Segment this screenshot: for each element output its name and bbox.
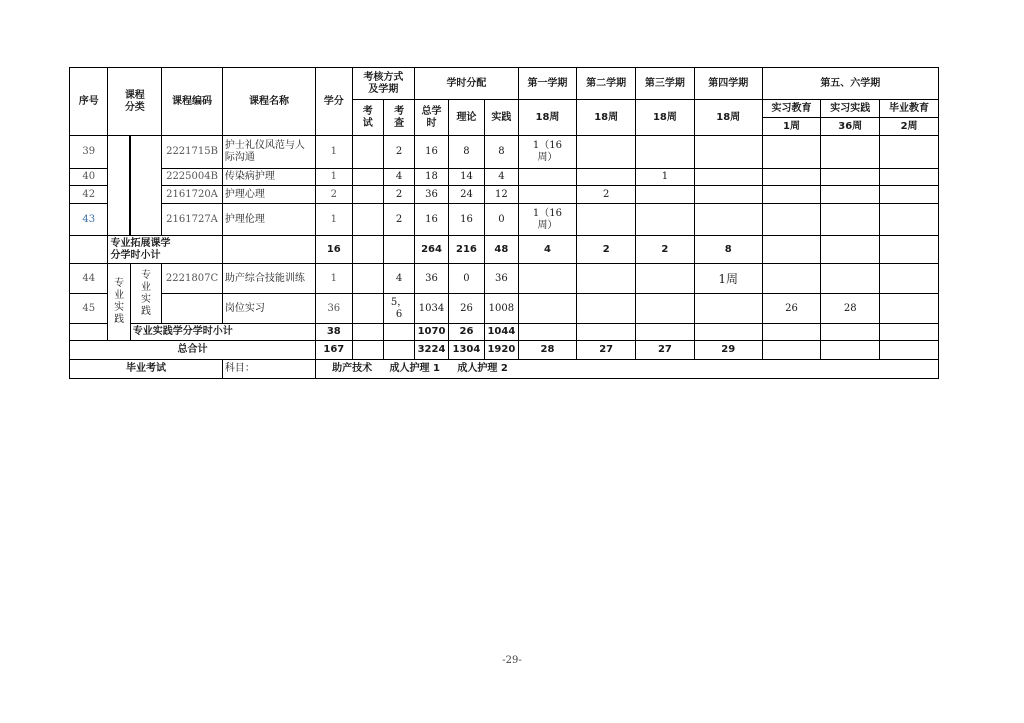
row-seq: 39 xyxy=(70,136,108,169)
empty-cell xyxy=(762,236,821,264)
row-intern-practice: 28 xyxy=(821,294,880,324)
graduation-row xyxy=(70,360,939,379)
row-credit: 1 xyxy=(316,264,352,294)
empty-cell xyxy=(880,236,939,264)
row-intern-practice xyxy=(821,136,880,169)
empty-cell xyxy=(518,324,577,341)
header-theory: 理论 xyxy=(448,100,484,136)
empty-cell xyxy=(577,324,636,341)
grand-total-sem1: 28 xyxy=(518,341,577,360)
grand-total-row xyxy=(70,341,939,360)
empty-cell xyxy=(821,236,880,264)
row-credit: 2 xyxy=(316,186,352,204)
header-sem2: 第二学期 xyxy=(577,68,636,100)
row-name: 护士礼仪风范与人际沟通 xyxy=(222,136,315,169)
row-sem2 xyxy=(577,136,636,169)
row-check: 4 xyxy=(383,264,414,294)
row-grad-edu xyxy=(880,186,939,204)
grand-total-credit: 167 xyxy=(316,341,352,360)
practice-subtotal-row xyxy=(70,324,939,341)
row-credit: 1 xyxy=(316,169,352,186)
row-seq: 40 xyxy=(70,169,108,186)
row-sem3: 1 xyxy=(636,169,695,186)
row-intern-edu: 26 xyxy=(762,294,821,324)
category-cell-inner xyxy=(130,136,161,236)
row-practice: 0 xyxy=(485,204,518,236)
row-name: 护理伦理 xyxy=(222,204,315,236)
ext-subtotal-sem1: 4 xyxy=(518,236,577,264)
row-sem2: 2 xyxy=(577,186,636,204)
row-sem1 xyxy=(518,169,577,186)
empty-cell xyxy=(352,236,383,264)
header-sem3: 第三学期 xyxy=(636,68,695,100)
subtotal-seq-empty xyxy=(70,236,108,264)
empty-cell xyxy=(383,341,414,360)
row-exam xyxy=(352,169,383,186)
ext-subtotal-credit: 16 xyxy=(316,236,352,264)
empty-cell xyxy=(880,341,939,360)
row-theory: 8 xyxy=(448,136,484,169)
row-sem4: 1周 xyxy=(694,264,762,294)
curriculum-table xyxy=(69,67,939,379)
row-sem1: 1（16 周） xyxy=(518,136,577,169)
empty-cell xyxy=(383,324,414,341)
row-check: 4 xyxy=(383,169,414,186)
row-practice: 8 xyxy=(485,136,518,169)
practice-subtotal-label: 专业实践学分学时小计 xyxy=(130,324,315,341)
empty-cell xyxy=(352,341,383,360)
empty-cell xyxy=(821,324,880,341)
header-exam: 考 试 xyxy=(352,100,383,136)
empty-cell xyxy=(821,341,880,360)
row-intern-practice xyxy=(821,186,880,204)
row-practice: 1008 xyxy=(485,294,518,324)
empty-cell xyxy=(352,324,383,341)
row-exam xyxy=(352,264,383,294)
graduation-subject-label: 科目： xyxy=(222,360,315,379)
row-intern-edu xyxy=(762,186,821,204)
empty-cell xyxy=(821,264,880,294)
header-week1: 1周 xyxy=(762,118,821,136)
header-assess: 考核方式 及学期 xyxy=(352,68,415,100)
header-code: 课程编码 xyxy=(162,68,223,136)
table-row xyxy=(70,169,939,186)
row-practice: 12 xyxy=(485,186,518,204)
grand-total-sem4: 29 xyxy=(694,341,762,360)
empty-cell xyxy=(762,341,821,360)
header-sem4: 第四学期 xyxy=(694,68,762,100)
practice-subtotal-total: 1070 xyxy=(415,324,448,341)
empty-cell xyxy=(383,236,414,264)
row-sem2 xyxy=(577,169,636,186)
table-row xyxy=(70,294,939,324)
empty-cell xyxy=(694,324,762,341)
row-seq: 43 xyxy=(70,204,108,236)
row-intern-edu xyxy=(762,169,821,186)
grand-total-label: 总合计 xyxy=(70,341,316,360)
row-sem4 xyxy=(694,204,762,236)
graduation-subjects: 助产技术 成人护理 1 成人护理 2 xyxy=(316,360,939,379)
row-check: 2 xyxy=(383,204,414,236)
header-weeks-sem2: 18周 xyxy=(577,100,636,136)
table-row xyxy=(70,186,939,204)
row-check: 2 xyxy=(383,186,414,204)
header-hours: 学时分配 xyxy=(415,68,518,100)
row-seq: 45 xyxy=(70,294,108,324)
empty-cell xyxy=(577,294,636,324)
row-intern-edu xyxy=(762,204,821,236)
row-sem3 xyxy=(636,186,695,204)
page-number: -29- xyxy=(502,655,522,666)
row-total: 36 xyxy=(415,264,448,294)
row-total: 16 xyxy=(415,136,448,169)
graduation-label: 毕业考试 xyxy=(70,360,223,379)
grand-total-sem3: 27 xyxy=(636,341,695,360)
row-code xyxy=(162,294,223,324)
empty-cell xyxy=(762,264,821,294)
table-row xyxy=(70,204,939,236)
empty-cell xyxy=(577,264,636,294)
row-exam xyxy=(352,204,383,236)
header-intern-edu: 实习教育 xyxy=(762,100,821,118)
header-week2: 2周 xyxy=(880,118,939,136)
empty-cell xyxy=(694,294,762,324)
header-practice: 实践 xyxy=(485,100,518,136)
ext-subtotal-row xyxy=(70,236,939,264)
practice-subtotal-theory: 26 xyxy=(448,324,484,341)
empty-cell xyxy=(880,324,939,341)
empty-cell xyxy=(636,294,695,324)
ext-subtotal-practice: 48 xyxy=(485,236,518,264)
header-intern-practice: 实习实践 xyxy=(821,100,880,118)
row-sem3 xyxy=(636,136,695,169)
empty-cell xyxy=(70,324,108,341)
header-category: 课程 分类 xyxy=(108,68,162,136)
grand-total-total: 3224 xyxy=(415,341,448,360)
ext-subtotal-sem4: 8 xyxy=(694,236,762,264)
header-weeks-sem4: 18周 xyxy=(694,100,762,136)
row-sem4 xyxy=(694,169,762,186)
header-weeks-sem1: 18周 xyxy=(518,100,577,136)
grand-total-sem2: 27 xyxy=(577,341,636,360)
row-intern-practice xyxy=(821,169,880,186)
row-total: 18 xyxy=(415,169,448,186)
empty-cell xyxy=(762,324,821,341)
row-code: 2221715B xyxy=(162,136,223,169)
ext-subtotal-total: 264 xyxy=(415,236,448,264)
row-check: 5， 6 xyxy=(383,294,414,324)
row-code: 2225004B xyxy=(162,169,223,186)
row-exam xyxy=(352,136,383,169)
row-intern-practice xyxy=(821,204,880,236)
grand-total-practice: 1920 xyxy=(485,341,518,360)
row-code: 2161727A xyxy=(162,204,223,236)
header-sem1: 第一学期 xyxy=(518,68,577,100)
row-name: 岗位实习 xyxy=(222,294,315,324)
row-theory: 26 xyxy=(448,294,484,324)
row-theory: 0 xyxy=(448,264,484,294)
row-total: 36 xyxy=(415,186,448,204)
ext-subtotal-sem2: 2 xyxy=(577,236,636,264)
row-theory: 14 xyxy=(448,169,484,186)
row-sem4 xyxy=(694,136,762,169)
row-exam xyxy=(352,294,383,324)
grand-total-theory: 1304 xyxy=(448,341,484,360)
practice-subtotal-credit: 38 xyxy=(316,324,352,341)
row-theory: 16 xyxy=(448,204,484,236)
row-practice: 4 xyxy=(485,169,518,186)
ext-subtotal-theory: 216 xyxy=(448,236,484,264)
row-seq: 42 xyxy=(70,186,108,204)
row-name: 传染病护理 xyxy=(222,169,315,186)
header-weeks-sem3: 18周 xyxy=(636,100,695,136)
empty-cell xyxy=(636,264,695,294)
row-intern-edu xyxy=(762,136,821,169)
row-total: 1034 xyxy=(415,294,448,324)
empty-cell xyxy=(880,264,939,294)
ext-subtotal-sem3: 2 xyxy=(636,236,695,264)
row-sem4 xyxy=(694,186,762,204)
row-grad-edu xyxy=(880,204,939,236)
row-exam xyxy=(352,186,383,204)
header-grad-edu: 毕业教育 xyxy=(880,100,939,118)
row-name: 护理心理 xyxy=(222,186,315,204)
empty-cell xyxy=(880,294,939,324)
row-sem3 xyxy=(636,204,695,236)
row-theory: 24 xyxy=(448,186,484,204)
row-sem2 xyxy=(577,204,636,236)
category-outer: 专 业 实 践 xyxy=(108,264,130,341)
header-total-hours: 总学 时 xyxy=(415,100,448,136)
row-credit: 1 xyxy=(316,136,352,169)
row-grad-edu xyxy=(880,136,939,169)
row-check: 2 xyxy=(383,136,414,169)
category-cell xyxy=(108,136,130,236)
category-inner: 专 业 实 践 xyxy=(130,264,161,324)
row-sem1 xyxy=(518,186,577,204)
row-code: 2161720A xyxy=(162,186,223,204)
row-name: 助产综合技能训练 xyxy=(222,264,315,294)
row-grad-edu xyxy=(880,169,939,186)
header-sem56: 第五、六学期 xyxy=(762,68,938,100)
empty-cell xyxy=(636,324,695,341)
row-sem1: 1（16 周） xyxy=(518,204,577,236)
header-name: 课程名称 xyxy=(222,68,315,136)
header-seq: 序号 xyxy=(70,68,108,136)
table-row xyxy=(70,136,939,169)
header-credit: 学分 xyxy=(316,68,352,136)
row-total: 16 xyxy=(415,204,448,236)
row-code: 2221807C xyxy=(162,264,223,294)
row-practice: 36 xyxy=(485,264,518,294)
row-credit: 36 xyxy=(316,294,352,324)
empty-cell xyxy=(518,264,577,294)
empty-cell xyxy=(518,294,577,324)
header-check: 考 查 xyxy=(383,100,414,136)
ext-subtotal-label: 专业拓展课学 分学时小计 xyxy=(108,236,222,264)
header-week36: 36周 xyxy=(821,118,880,136)
row-credit: 1 xyxy=(316,204,352,236)
row-seq: 44 xyxy=(70,264,108,294)
table-row xyxy=(70,264,939,294)
subtotal-name-empty xyxy=(222,236,315,264)
practice-subtotal-practice: 1044 xyxy=(485,324,518,341)
